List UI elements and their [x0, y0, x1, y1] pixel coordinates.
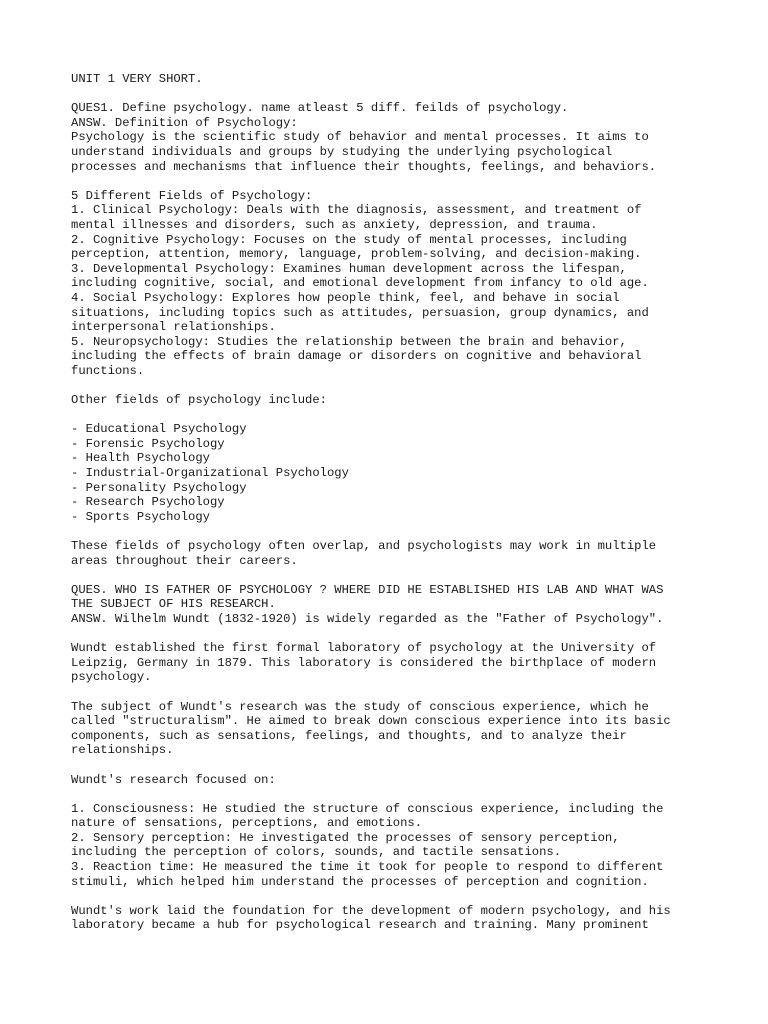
text-line: The subject of Wundt's research was the study of conscious experience, which he: [71, 699, 649, 714]
text-line: mental illnesses and disorders, such as anxiety, depression, and trauma.: [71, 217, 598, 232]
text-line: areas throughout their careers.: [71, 553, 298, 568]
text-line: ANSW. Wilhelm Wundt (1832-1920) is widely regarded as the "Father of Psychology".: [71, 611, 664, 626]
text-line: called "structuralism". He aimed to break down conscious experience into its basic: [71, 714, 671, 729]
text-line: - Industrial-Organizational Psychology: [71, 466, 349, 481]
blank-line: [71, 87, 711, 102]
text-line: situations, including topics such as attitudes, persuasion, group dynamics, and: [71, 305, 649, 320]
text-line: Other fields of psychology include:: [71, 393, 327, 408]
text-line: including the perception of colors, sounds, and tactile sensations.: [71, 845, 562, 860]
text-line: - Educational Psychology: [71, 422, 247, 437]
blank-line: [71, 408, 711, 423]
text-line: 3. Reaction time: He measured the time it took for people to respond to different: [71, 860, 664, 875]
text-line: understand individuals and groups by studying the underlying psychological: [71, 144, 613, 159]
text-line: perception, attention, memory, language, problem-solving, and decision-making.: [71, 247, 642, 262]
text-line: THE SUBJECT OF HIS RESEARCH.: [71, 597, 276, 612]
text-line: 2. Cognitive Psychology: Focuses on the study of mental processes, including: [71, 232, 627, 247]
blank-line: [71, 524, 711, 539]
text-line: - Personality Psychology: [71, 480, 247, 495]
text-line: Wundt established the first formal laboratory of psychology at the University of: [71, 641, 657, 656]
text-line: UNIT 1 VERY SHORT.: [71, 72, 203, 86]
document-body: [71, 72, 711, 933]
text-line: 3. Developmental Psychology: Examines human development across the lifespan,: [71, 261, 627, 276]
text-line: - Sports Psychology: [71, 509, 210, 524]
text-line: - Research Psychology: [71, 495, 225, 510]
blank-line: [71, 627, 711, 642]
blank-line: [71, 758, 711, 773]
text-line: processes and mechanisms that influence their thoughts, feelings, and behaviors.: [71, 159, 657, 174]
text-line: including the effects of brain damage or disorders on cognitive and behavioral: [71, 349, 642, 364]
text-line: nature of sensations, perceptions, and emotions.: [71, 816, 423, 831]
text-line: functions.: [71, 363, 145, 378]
text-line: Leipzig, Germany in 1879. This laboratory is considered the birthplace of modern: [71, 655, 657, 670]
text-line: Wundt's work laid the foundation for the development of modern psychology, and his: [71, 903, 671, 918]
text-line: ANSW. Definition of Psychology:: [71, 115, 298, 130]
blank-line: [71, 685, 711, 700]
text-line: - Forensic Psychology: [71, 436, 225, 451]
text-line: psychology.: [71, 670, 152, 685]
text-line: 1. Clinical Psychology: Deals with the diagnosis, assessment, and treatment of: [71, 203, 642, 218]
text-line: 1. Consciousness: He studied the structure of conscious experience, including the: [71, 801, 664, 816]
text-line: 5 Different Fields of Psychology:: [71, 188, 313, 203]
text-line: 2. Sensory perception: He investigated the processes of sensory perception,: [71, 830, 620, 845]
blank-line: [71, 174, 711, 189]
text-line: 5. Neuropsychology: Studies the relationship between the brain and behavior,: [71, 334, 627, 349]
blank-line: [71, 889, 711, 904]
text-line: Psychology is the scientific study of behavior and mental processes. It aims to: [71, 130, 649, 145]
blank-line: [71, 787, 711, 802]
text-line: relationships.: [71, 743, 174, 758]
text-line: components, such as sensations, feelings, and thoughts, and to analyze their: [71, 728, 627, 743]
text-line: These fields of psychology often overlap, and psychologists may work in multiple: [71, 539, 657, 553]
text-line: - Health Psychology: [71, 451, 210, 466]
text-line: 4. Social Psychology: Explores how people think, feel, and behave in social: [71, 290, 620, 305]
text-line: including cognitive, social, and emotional development from infancy to old age.: [71, 276, 649, 291]
text-line: QUES. WHO IS FATHER OF PSYCHOLOGY ? WHERE DID HE ESTABLISHED HIS LAB AND WHAT WAS: [71, 582, 664, 597]
text-line: QUES1. Define psychology. name atleast 5 diff. feilds of psychology.: [71, 101, 569, 116]
blank-line: [71, 378, 711, 393]
text-line: interpersonal relationships.: [71, 320, 276, 335]
text-line: Wundt's research focused on:: [71, 772, 276, 787]
text-line: laboratory became a hub for psychological research and training. Many prominent: [71, 918, 649, 933]
text-line: stimuli, which helped him understand the processes of perception and cognition.: [71, 874, 649, 889]
blank-line: [71, 568, 711, 583]
